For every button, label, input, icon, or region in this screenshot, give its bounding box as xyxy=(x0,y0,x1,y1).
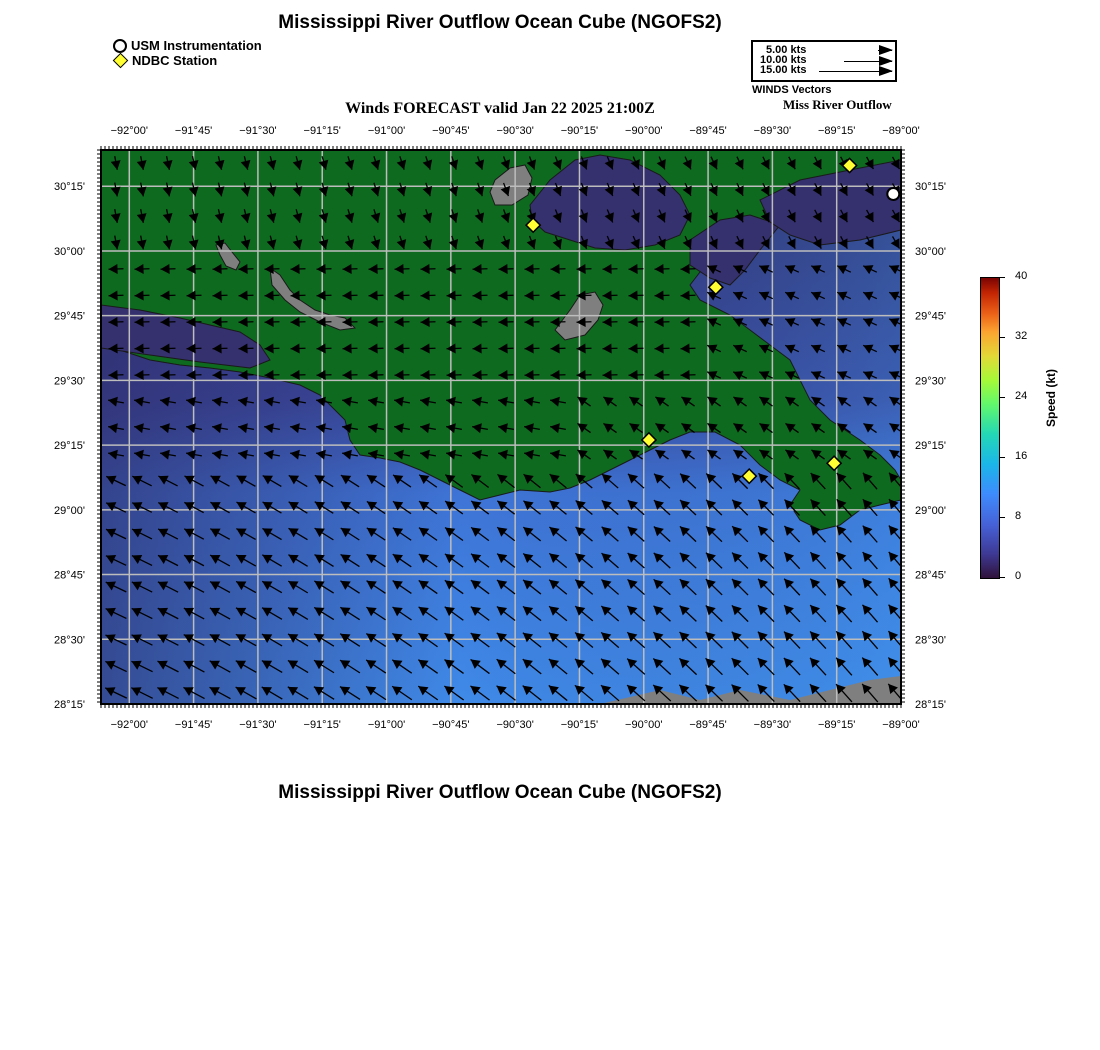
scale-label-15: 15.00 kts xyxy=(760,64,807,76)
speed-colorbar xyxy=(980,277,1000,579)
legend-ndbc-label: NDBC Station xyxy=(132,53,218,68)
lon-labels-top xyxy=(111,125,920,137)
lat-label: 29°15' xyxy=(54,440,85,453)
lat-label: 28°15' xyxy=(54,699,85,711)
scale-label-5: 5.00 kts xyxy=(766,44,807,56)
lon-label: −91°30' xyxy=(239,719,277,731)
colorbar-label: Speed (kt) xyxy=(1044,368,1058,427)
lon-label: −92°00' xyxy=(110,125,148,137)
lat-label: 30°00' xyxy=(54,245,85,258)
lon-label: −92°00' xyxy=(110,719,148,731)
lat-label: 29°00' xyxy=(54,504,85,517)
colorbar-tick-mark xyxy=(999,277,1005,278)
lon-label: −89°00' xyxy=(882,719,920,731)
lat-label: 29°45' xyxy=(915,310,946,323)
lon-label: −90°15' xyxy=(560,719,599,731)
lon-labels-bottom xyxy=(111,719,920,731)
lon-label: −91°15' xyxy=(303,125,341,137)
lon-label: −91°30' xyxy=(239,125,277,137)
lon-label: −90°45' xyxy=(432,125,470,137)
lon-label: −91°00' xyxy=(367,719,406,731)
colorbar-tick-mark xyxy=(999,457,1005,458)
lon-label: −91°00' xyxy=(367,125,406,137)
lat-label: 29°30' xyxy=(915,375,946,388)
scale-caption: WINDS Vectors xyxy=(752,84,832,96)
lat-label: 28°30' xyxy=(54,634,85,647)
lat-label: 28°45' xyxy=(915,569,946,582)
colorbar-tick-label: 8 xyxy=(1015,510,1022,522)
lon-label: −90°30' xyxy=(496,719,534,731)
colorbar-tick-label: 0 xyxy=(1015,570,1022,582)
lat-label: 29°00' xyxy=(915,504,946,517)
legend-usm-label: USM Instrumentation xyxy=(131,38,262,53)
lat-label: 29°30' xyxy=(54,375,85,388)
lon-label: −89°15' xyxy=(817,125,856,137)
colorbar-tick-label: 32 xyxy=(1015,330,1028,342)
lat-label: 30°00' xyxy=(915,245,946,258)
lon-label: −89°45' xyxy=(689,125,727,137)
lon-label: −91°45' xyxy=(174,125,213,137)
lat-label: 29°45' xyxy=(54,310,85,323)
lon-label: −90°15' xyxy=(560,125,599,137)
lon-label: −89°30' xyxy=(753,719,792,731)
colorbar-tick-mark xyxy=(999,577,1005,578)
colorbar-tick-mark xyxy=(999,337,1005,338)
colorbar-tick-label: 40 xyxy=(1015,270,1028,282)
lon-label: −89°00' xyxy=(882,125,920,137)
lon-label: −90°00' xyxy=(625,719,663,731)
lat-labels-right xyxy=(915,181,946,711)
lon-label: −89°30' xyxy=(753,125,792,137)
colorbar-tick-label: 16 xyxy=(1015,450,1028,462)
lon-label: −89°15' xyxy=(817,719,856,731)
lat-label: 30°15' xyxy=(54,181,85,194)
colorbar-tick-label: 24 xyxy=(1015,390,1028,402)
lon-label: −90°45' xyxy=(432,719,470,731)
usm-instrument-marker xyxy=(887,188,899,200)
lon-label: −91°15' xyxy=(303,719,341,731)
lat-label: 30°15' xyxy=(915,181,946,194)
lon-label: −90°00' xyxy=(625,125,663,137)
lat-label: 28°15' xyxy=(915,699,946,711)
colorbar-tick-mark xyxy=(999,517,1005,518)
lon-label: −90°30' xyxy=(496,125,534,137)
lon-label: −89°45' xyxy=(689,719,727,731)
lat-label: 29°15' xyxy=(915,440,946,453)
colorbar-tick-mark xyxy=(999,397,1005,398)
lat-labels-left xyxy=(54,181,85,711)
lat-label: 28°45' xyxy=(54,569,85,582)
lat-label: 28°30' xyxy=(915,634,946,647)
bottom-title: Mississippi River Outflow Ocean Cube (NGOFS2) xyxy=(278,782,722,803)
scale-label-10: 10.00 kts xyxy=(760,54,807,66)
page-title: Mississippi River Outflow Ocean Cube (NGOFS2) xyxy=(278,12,722,33)
map-title: Winds FORECAST valid Jan 22 2025 21:00Z xyxy=(345,100,655,117)
lon-label: −91°45' xyxy=(174,719,213,731)
region-label: Miss River Outflow xyxy=(783,97,892,112)
